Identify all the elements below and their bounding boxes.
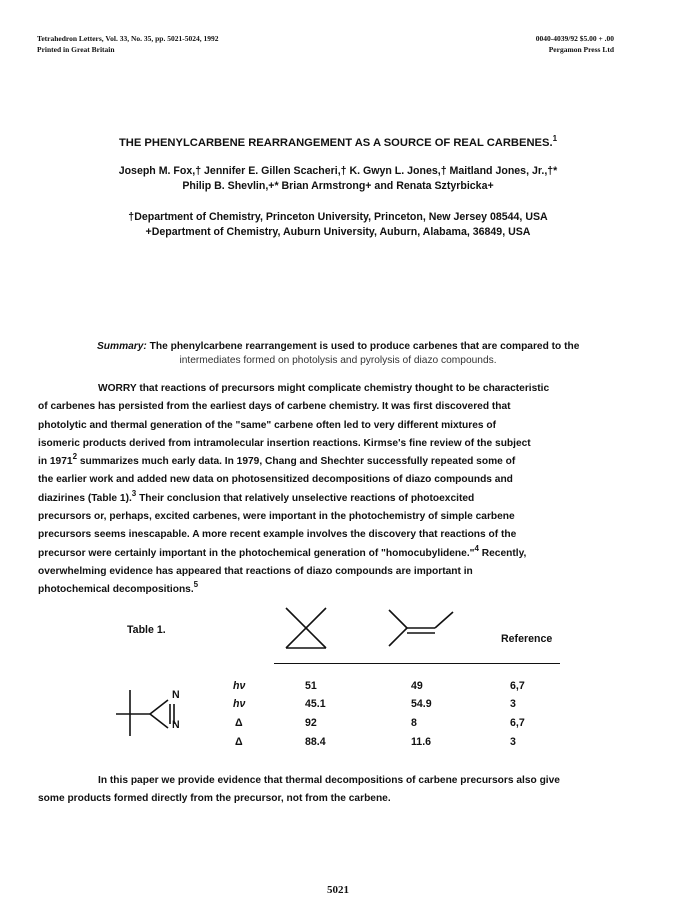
value-cell: 45.1 bbox=[305, 698, 326, 710]
reference-cell: 3 bbox=[510, 698, 516, 710]
reference-cell: 6,7 bbox=[510, 717, 525, 729]
summary-text: The phenylcarbene rearrangement is used to produce carbenes that are compared to the bbox=[149, 341, 580, 352]
body-line-text: precursor were certainly important in the photochemical generation of "homocubylidene." bbox=[38, 547, 475, 559]
body-line bbox=[38, 453, 638, 471]
summary-line-2: intermediates formed on photolysis and pyrolysis of diazo compounds. bbox=[179, 355, 497, 366]
body-line: overwhelming evidence has appeared that reactions of diazo compounds are important in bbox=[38, 565, 473, 577]
body-line bbox=[38, 545, 638, 563]
body-line-text: diazirines (Table 1). bbox=[38, 492, 132, 504]
authors-line-1: Joseph M. Fox,† Jennifer E. Gillen Scacheri,† K. Gwyn L. Jones,† Maitland Jones, Jr.,†* bbox=[118, 165, 558, 177]
body-line-text: Their conclusion that relatively unselective reactions of photoexcited bbox=[136, 492, 475, 504]
body-paragraph-2 bbox=[38, 772, 638, 809]
table-rule bbox=[274, 663, 560, 664]
value-cell: 51 bbox=[305, 680, 317, 692]
paper-title-text: THE PHENYLCARBENE REARRANGEMENT AS A SOURCE OF REAL CARBENES. bbox=[118, 137, 553, 149]
body-line: of carbenes has persisted from the earliest days of carbene chemistry. It was first discovered that bbox=[38, 401, 511, 413]
alkene-product-structure bbox=[385, 606, 457, 648]
value-cell: 88.4 bbox=[305, 736, 326, 748]
reference-cell: 3 bbox=[510, 736, 516, 748]
diazirine-n-top: N bbox=[172, 689, 180, 701]
cyclopropane-product-structure bbox=[280, 604, 332, 654]
body-line-text: summarizes much early data. In 1979, Chang and Shechter successfully repeated some of bbox=[77, 456, 516, 468]
summary-label: Summary: bbox=[97, 341, 147, 352]
body-line: precursors seems inescapable. A more recent example involves the discovery that reactions of the bbox=[38, 529, 517, 541]
condition-cell: hν bbox=[233, 680, 246, 692]
authors-line-2: Philip B. Shevlin,+* Brian Armstrong+ and Renata Sztyrbicka+ bbox=[182, 180, 494, 192]
value-cell: 54.9 bbox=[411, 698, 432, 710]
publisher: Pergamon Press Ltd bbox=[548, 45, 614, 54]
affiliation-auburn: +Department of Chemistry, Auburn University, Auburn, Alabama, 36849, USA bbox=[145, 226, 531, 238]
body-line: photolytic and thermal generation of the "same" carbene often led to very different mixtures of bbox=[38, 419, 496, 431]
table-label: Table 1. bbox=[127, 624, 166, 636]
body-line: WORRY that reactions of precursors might complicate chemistry thought to be characteristic bbox=[98, 383, 550, 394]
body-line-text: Recently, bbox=[478, 547, 527, 559]
body-line: precursors or, perhaps, excited carbenes, were important in the photochemistry of simple carbene bbox=[38, 511, 515, 523]
journal-citation: Tetrahedron Letters, Vol. 33, No. 35, pp. 5021-5024, 1992 bbox=[37, 34, 219, 43]
body-paragraph-1 bbox=[38, 380, 638, 600]
body-line: In this paper we provide evidence that thermal decompositions of carbene precursors also give bbox=[98, 775, 560, 786]
body-line-text: photochemical decompositions. bbox=[38, 584, 194, 596]
paper-title bbox=[0, 134, 676, 149]
summary bbox=[97, 340, 617, 354]
reference-column-header: Reference bbox=[501, 633, 553, 645]
value-cell: 92 bbox=[305, 717, 317, 729]
body-line: isomeric products derived from intramolecular insertion reactions. Kirmse's fine review of the subject bbox=[38, 437, 531, 449]
footnote-ref: 5 bbox=[193, 580, 199, 590]
value-cell: 49 bbox=[411, 680, 423, 692]
diazirine-n-bottom: N bbox=[172, 719, 180, 731]
footnote-ref: 2 bbox=[72, 452, 78, 462]
footnote-ref: 4 bbox=[474, 543, 479, 553]
condition-cell: hν bbox=[233, 698, 246, 710]
body-line: the earlier work and added new data on photosensitized decompositions of diazo compounds and bbox=[38, 474, 513, 486]
condition-cell: Δ bbox=[235, 736, 243, 748]
condition-cell: Δ bbox=[235, 717, 243, 729]
body-line bbox=[38, 581, 638, 599]
value-cell: 11.6 bbox=[411, 736, 432, 748]
footnote-ref: 3 bbox=[131, 488, 137, 498]
title-footnote-ref: 1 bbox=[552, 134, 558, 143]
body-line-text: in 1971 bbox=[38, 456, 73, 468]
body-line bbox=[38, 490, 638, 508]
printed-in: Printed in Great Britain bbox=[37, 45, 115, 54]
value-cell: 8 bbox=[411, 717, 417, 729]
body-line: some products formed directly from the precursor, not from the carbene. bbox=[38, 793, 391, 805]
reference-cell: 6,7 bbox=[510, 680, 525, 692]
affiliation-princeton: †Department of Chemistry, Princeton University, Princeton, New Jersey 08544, USA bbox=[128, 211, 548, 223]
article-code: 0040-4039/92 $5.00 + .00 bbox=[535, 34, 614, 43]
page-number: 5021 bbox=[327, 884, 349, 896]
